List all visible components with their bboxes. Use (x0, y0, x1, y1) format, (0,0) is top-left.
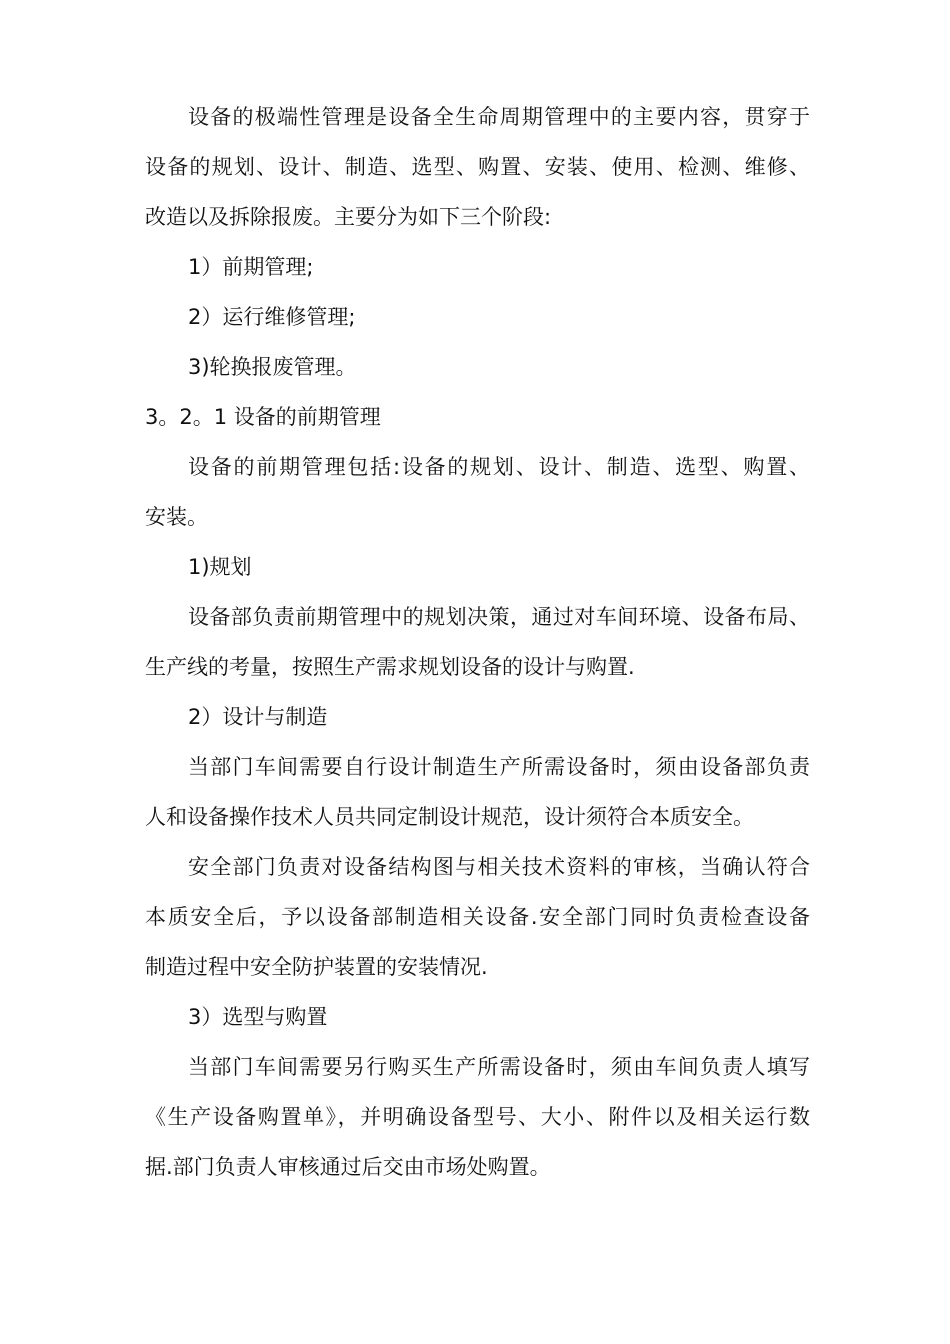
paragraph-safety-review-line-2: 本质安全后，予以设备部制造相关设备.安全部门同时负责检查设备 (145, 905, 810, 929)
paragraph-planning-line-1: 设备部负责前期管理中的规划决策，通过对车间环境、设备布局、 (188, 605, 810, 629)
list-item-operation-maintenance: 2）运行维修管理; (188, 305, 356, 329)
paragraph-early-scope-line-1: 设备的前期管理包括:设备的规划、设计、制造、选型、购置、 (188, 455, 810, 479)
paragraph-design-line-1: 当部门车间需要自行设计制造生产所需设备时，须由设备部负责 (188, 755, 810, 779)
paragraph-safety-review-line-1: 安全部门负责对设备结构图与相关技术资料的审核，当确认符合 (188, 855, 810, 879)
paragraph-intro-line-2: 设备的规划、设计、制造、选型、购置、安装、使用、检测、维修、 (145, 155, 810, 179)
subheading-planning: 1)规划 (188, 555, 252, 579)
paragraph-safety-review-line-3: 制造过程中安全防护装置的安装情况. (145, 955, 488, 979)
list-item-early-management: 1）前期管理; (188, 255, 314, 279)
paragraph-design-line-2: 人和设备操作技术人员共同定制设计规范，设计须符合本质安全。 (145, 805, 754, 829)
list-item-rotation-scrapping: 3)轮换报废管理。 (188, 355, 357, 379)
section-heading-3-2-1: 3。2。1 设备的前期管理 (145, 405, 381, 429)
subheading-design-manufacture: 2）设计与制造 (188, 705, 328, 729)
subheading-selection-purchase: 3）选型与购置 (188, 1005, 328, 1029)
paragraph-purchase-line-2: 《生产设备购置单》，并明确设备型号、大小、附件以及相关运行数 (145, 1105, 810, 1129)
paragraph-early-scope-line-2: 安装。 (145, 505, 208, 529)
paragraph-purchase-line-1: 当部门车间需要另行购买生产所需设备时，须由车间负责人填写 (188, 1055, 810, 1079)
paragraph-purchase-line-3: 据.部门负责人审核通过后交由市场处购置。 (145, 1155, 551, 1179)
paragraph-planning-line-2: 生产线的考量，按照生产需求规划设备的设计与购置. (145, 655, 635, 679)
paragraph-intro-line-1: 设备的极端性管理是设备全生命周期管理中的主要内容，贯穿于 (188, 105, 810, 129)
paragraph-intro-line-3: 改造以及拆除报废。主要分为如下三个阶段: (145, 205, 552, 229)
